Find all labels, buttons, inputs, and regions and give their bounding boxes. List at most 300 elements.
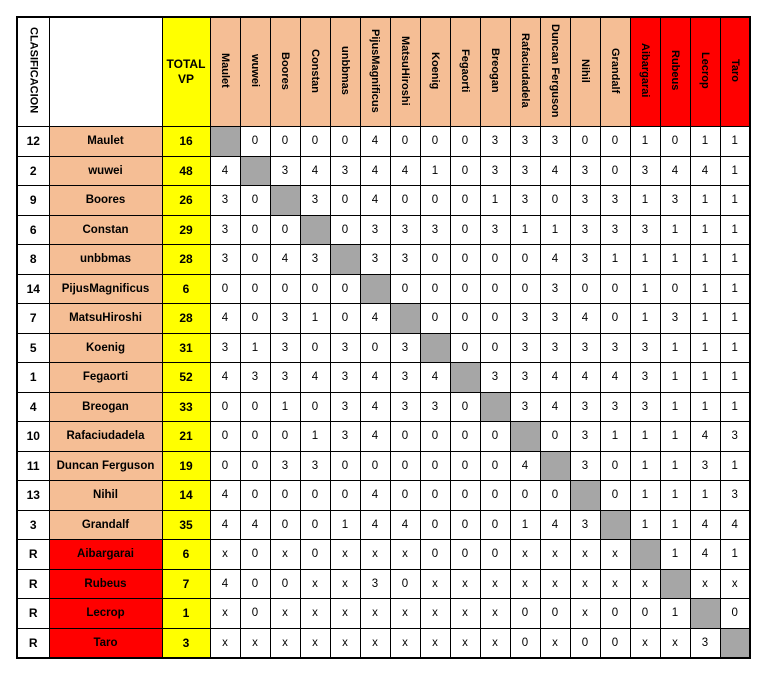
total-vp-cell: 16 (162, 127, 210, 157)
total-vp-cell: 19 (162, 451, 210, 481)
result-cell: 0 (420, 510, 450, 540)
result-cell: 0 (300, 274, 330, 304)
result-cell: 3 (360, 245, 390, 275)
rank-cell: 11 (17, 451, 49, 481)
self-match-cell (420, 333, 450, 363)
player-name-cell: Rubeus (49, 569, 162, 599)
result-cell: 0 (420, 481, 450, 511)
column-header-breogan (480, 17, 510, 127)
result-cell: 3 (570, 451, 600, 481)
result-cell: 3 (480, 127, 510, 157)
result-cell: 0 (240, 451, 270, 481)
result-cell: 3 (330, 333, 360, 363)
result-cell: 1 (630, 481, 660, 511)
result-cell: 3 (570, 245, 600, 275)
column-header-fegaorti (450, 17, 480, 127)
column-header-pijusmagnificus (360, 17, 390, 127)
result-cell: 3 (270, 156, 300, 186)
result-cell: 0 (510, 628, 540, 658)
result-cell: 0 (450, 215, 480, 245)
total-vp-header (162, 17, 210, 127)
total-header-line1: TOTAL (166, 57, 206, 71)
self-match-cell (540, 451, 570, 481)
total-vp-cell: 28 (162, 245, 210, 275)
result-cell: 0 (480, 510, 510, 540)
ranking-header-label: CLASIFICACION (27, 27, 40, 114)
self-match-cell (630, 540, 660, 570)
self-match-cell (600, 510, 630, 540)
self-match-cell (240, 156, 270, 186)
result-cell: 0 (390, 451, 420, 481)
result-cell: 1 (630, 245, 660, 275)
self-match-cell (570, 481, 600, 511)
result-cell: x (300, 599, 330, 629)
result-cell: 0 (450, 451, 480, 481)
result-cell: 4 (210, 569, 240, 599)
rank-cell: R (17, 628, 49, 658)
result-cell: 4 (600, 363, 630, 393)
result-cell: x (210, 628, 240, 658)
result-cell: 0 (330, 186, 360, 216)
total-vp-cell: 14 (162, 481, 210, 511)
result-cell: 1 (720, 186, 750, 216)
column-header-label: wuwei (249, 53, 261, 87)
result-cell: 0 (420, 186, 450, 216)
result-cell: 0 (570, 127, 600, 157)
result-cell: 3 (540, 333, 570, 363)
result-cell: 0 (450, 127, 480, 157)
result-cell: 0 (480, 451, 510, 481)
result-cell: 0 (480, 333, 510, 363)
table-row (17, 245, 750, 275)
result-cell: x (360, 628, 390, 658)
result-cell: 0 (210, 422, 240, 452)
result-cell: 4 (210, 481, 240, 511)
result-cell: 3 (300, 245, 330, 275)
result-cell: 1 (690, 333, 720, 363)
result-cell: 3 (480, 215, 510, 245)
result-cell: 3 (600, 333, 630, 363)
result-cell: 3 (630, 363, 660, 393)
result-cell: 3 (300, 451, 330, 481)
result-cell: 3 (630, 215, 660, 245)
rank-cell: 6 (17, 215, 49, 245)
result-cell: 1 (720, 127, 750, 157)
self-match-cell (510, 422, 540, 452)
result-cell: 4 (540, 510, 570, 540)
result-cell: 3 (330, 392, 360, 422)
result-cell: 0 (300, 127, 330, 157)
table-row (17, 333, 750, 363)
column-header-label: Breogan (489, 48, 501, 93)
result-cell: 4 (720, 510, 750, 540)
result-cell: 0 (360, 333, 390, 363)
table-row (17, 392, 750, 422)
result-cell: 0 (390, 127, 420, 157)
result-cell: 0 (420, 127, 450, 157)
result-cell: 0 (420, 422, 450, 452)
result-cell: 0 (270, 422, 300, 452)
result-cell: 3 (690, 451, 720, 481)
result-cell: 4 (660, 156, 690, 186)
result-cell: x (360, 599, 390, 629)
rank-cell: R (17, 540, 49, 570)
rank-cell: R (17, 569, 49, 599)
rank-cell: 9 (17, 186, 49, 216)
standings-table (16, 16, 751, 659)
result-cell: 1 (690, 304, 720, 334)
table-body (17, 127, 750, 659)
result-cell: 0 (480, 481, 510, 511)
result-cell: 4 (210, 363, 240, 393)
result-cell: 0 (480, 540, 510, 570)
result-cell: 0 (450, 510, 480, 540)
result-cell: 1 (630, 422, 660, 452)
result-cell: 0 (450, 245, 480, 275)
player-name-cell: Grandalf (49, 510, 162, 540)
result-cell: 3 (480, 363, 510, 393)
result-cell: 0 (240, 569, 270, 599)
result-cell: x (210, 599, 240, 629)
total-vp-cell: 28 (162, 304, 210, 334)
result-cell: 0 (390, 186, 420, 216)
column-header-wuwei (240, 17, 270, 127)
table-row (17, 540, 750, 570)
result-cell: 3 (690, 628, 720, 658)
result-cell: 1 (630, 127, 660, 157)
result-cell: 3 (510, 127, 540, 157)
result-cell: 0 (420, 304, 450, 334)
result-cell: 3 (600, 186, 630, 216)
column-header-duncan-ferguson (540, 17, 570, 127)
result-cell: 0 (450, 422, 480, 452)
result-cell: 3 (300, 186, 330, 216)
result-cell: 1 (630, 304, 660, 334)
result-cell: 0 (330, 451, 360, 481)
result-cell: 4 (570, 304, 600, 334)
result-cell: 0 (540, 481, 570, 511)
result-cell: x (630, 628, 660, 658)
result-cell: x (330, 569, 360, 599)
column-header-label: Rafaciudadela (519, 33, 531, 108)
player-name-cell: unbbmas (49, 245, 162, 275)
result-cell: 1 (600, 422, 630, 452)
result-cell: 3 (240, 363, 270, 393)
column-header-label: Maulet (219, 53, 231, 88)
player-name-cell: Maulet (49, 127, 162, 157)
result-cell: 3 (540, 127, 570, 157)
result-cell: 3 (360, 569, 390, 599)
result-cell: 0 (540, 186, 570, 216)
result-cell: 1 (660, 599, 690, 629)
result-cell: 3 (330, 363, 360, 393)
column-header-koenig (420, 17, 450, 127)
result-cell: 4 (360, 156, 390, 186)
result-cell: 0 (480, 274, 510, 304)
column-header-nihil (570, 17, 600, 127)
column-header-label: Rubeus (669, 50, 681, 91)
result-cell: 3 (420, 392, 450, 422)
result-cell: 3 (210, 215, 240, 245)
result-cell: 0 (600, 304, 630, 334)
result-cell: x (420, 599, 450, 629)
result-cell: 0 (210, 392, 240, 422)
result-cell: 0 (600, 451, 630, 481)
player-name-cell: Boores (49, 186, 162, 216)
result-cell: 3 (570, 422, 600, 452)
result-cell: 3 (630, 156, 660, 186)
result-cell: 0 (240, 540, 270, 570)
result-cell: 1 (240, 333, 270, 363)
result-cell: 3 (540, 304, 570, 334)
result-cell: 3 (270, 333, 300, 363)
result-cell: 0 (420, 245, 450, 275)
result-cell: 0 (240, 127, 270, 157)
result-cell: 3 (510, 363, 540, 393)
player-name-cell: Nihil (49, 481, 162, 511)
total-header-line2: VP (177, 72, 194, 86)
column-header-label: Constan (309, 48, 321, 93)
result-cell: 0 (570, 628, 600, 658)
result-cell: 0 (240, 599, 270, 629)
result-cell: x (540, 540, 570, 570)
result-cell: 4 (570, 363, 600, 393)
result-cell: x (390, 540, 420, 570)
result-cell: 0 (210, 274, 240, 304)
player-name-cell: Breogan (49, 392, 162, 422)
result-cell: x (300, 569, 330, 599)
result-cell: 1 (660, 215, 690, 245)
result-cell: x (240, 628, 270, 658)
table-row (17, 363, 750, 393)
result-cell: 3 (720, 481, 750, 511)
total-vp-cell: 3 (162, 628, 210, 658)
total-vp-cell: 7 (162, 569, 210, 599)
result-cell: 0 (240, 274, 270, 304)
result-cell: 0 (330, 215, 360, 245)
result-cell: 1 (660, 363, 690, 393)
result-cell: 1 (690, 245, 720, 275)
table-row (17, 215, 750, 245)
result-cell: 3 (660, 304, 690, 334)
result-cell: 0 (600, 127, 630, 157)
result-cell: x (210, 540, 240, 570)
result-cell: 1 (690, 215, 720, 245)
result-cell: 1 (660, 510, 690, 540)
result-cell: 0 (390, 481, 420, 511)
result-cell: x (510, 569, 540, 599)
column-header-label: Koenig (429, 51, 441, 90)
result-cell: 3 (570, 186, 600, 216)
result-cell: x (300, 628, 330, 658)
total-vp-cell: 6 (162, 274, 210, 304)
result-cell: 0 (330, 304, 360, 334)
result-cell: 3 (570, 215, 600, 245)
result-cell: 0 (270, 215, 300, 245)
result-cell: 0 (420, 451, 450, 481)
result-cell: x (270, 540, 300, 570)
result-cell: 0 (360, 451, 390, 481)
self-match-cell (660, 569, 690, 599)
result-cell: 0 (240, 392, 270, 422)
result-cell: 3 (390, 333, 420, 363)
result-cell: 0 (540, 599, 570, 629)
result-cell: 3 (390, 215, 420, 245)
result-cell: 4 (360, 481, 390, 511)
table-row (17, 628, 750, 658)
result-cell: 3 (330, 422, 360, 452)
result-cell: 1 (690, 274, 720, 304)
column-header-label: Aibargarai (639, 43, 651, 98)
result-cell: 0 (450, 304, 480, 334)
table-row (17, 156, 750, 186)
result-cell: 1 (720, 540, 750, 570)
column-header-grandalf (600, 17, 630, 127)
self-match-cell (270, 186, 300, 216)
column-header-label: Duncan Ferguson (549, 23, 561, 118)
result-cell: x (480, 569, 510, 599)
column-header-aibargarai (630, 17, 660, 127)
rank-cell: 5 (17, 333, 49, 363)
result-cell: 4 (690, 540, 720, 570)
result-cell: 3 (540, 274, 570, 304)
result-cell: 1 (720, 156, 750, 186)
result-cell: 0 (450, 274, 480, 304)
result-cell: 1 (510, 510, 540, 540)
result-cell: 1 (690, 392, 720, 422)
result-cell: 3 (510, 156, 540, 186)
result-cell: 0 (720, 599, 750, 629)
result-cell: 1 (510, 215, 540, 245)
table-row (17, 422, 750, 452)
self-match-cell (330, 245, 360, 275)
result-cell: 1 (720, 333, 750, 363)
result-cell: 1 (720, 363, 750, 393)
total-vp-cell: 26 (162, 186, 210, 216)
result-cell: 0 (450, 481, 480, 511)
result-cell: 0 (270, 481, 300, 511)
result-cell: 4 (690, 422, 720, 452)
player-name-cell: Aibargarai (49, 540, 162, 570)
result-cell: 0 (630, 599, 660, 629)
column-header-label: MatsuHiroshi (399, 35, 411, 106)
result-cell: 3 (570, 510, 600, 540)
result-cell: 4 (540, 363, 570, 393)
result-cell: 0 (570, 274, 600, 304)
rank-cell: R (17, 599, 49, 629)
column-header-label: Nihil (579, 58, 591, 83)
result-cell: 0 (240, 245, 270, 275)
result-cell: 0 (480, 304, 510, 334)
player-name-cell: Constan (49, 215, 162, 245)
result-cell: 3 (330, 156, 360, 186)
result-cell: 0 (330, 127, 360, 157)
column-header-label: Lecrop (699, 52, 711, 89)
table-row (17, 304, 750, 334)
result-cell: 0 (510, 274, 540, 304)
self-match-cell (390, 304, 420, 334)
result-cell: 0 (240, 481, 270, 511)
result-cell: x (570, 540, 600, 570)
result-cell: 0 (390, 422, 420, 452)
result-cell: 1 (690, 186, 720, 216)
result-cell: 3 (390, 363, 420, 393)
column-header-constan (300, 17, 330, 127)
result-cell: 0 (600, 481, 630, 511)
table-row (17, 127, 750, 157)
column-header-lecrop (690, 17, 720, 127)
total-vp-cell: 31 (162, 333, 210, 363)
result-cell: x (330, 540, 360, 570)
self-match-cell (360, 274, 390, 304)
result-cell: 3 (600, 392, 630, 422)
result-cell: 0 (240, 304, 270, 334)
result-cell: 3 (510, 392, 540, 422)
self-match-cell (300, 215, 330, 245)
result-cell: 0 (450, 186, 480, 216)
result-cell: 1 (660, 245, 690, 275)
result-cell: x (420, 569, 450, 599)
result-cell: 0 (660, 127, 690, 157)
result-cell: 0 (270, 127, 300, 157)
result-cell: 0 (270, 569, 300, 599)
result-cell: 4 (360, 392, 390, 422)
result-cell: 3 (570, 392, 600, 422)
result-cell: 0 (450, 156, 480, 186)
column-header-label: Grandalf (609, 47, 621, 94)
result-cell: 1 (300, 422, 330, 452)
table-row (17, 569, 750, 599)
column-header-label: Taro (728, 58, 741, 83)
rank-cell: 8 (17, 245, 49, 275)
column-header-label: unbbmas (339, 46, 351, 95)
result-cell: 0 (420, 274, 450, 304)
result-cell: 0 (600, 628, 630, 658)
result-cell: 0 (480, 245, 510, 275)
total-vp-cell: 52 (162, 363, 210, 393)
result-cell: 0 (330, 481, 360, 511)
result-cell: 1 (660, 451, 690, 481)
result-cell: 0 (390, 569, 420, 599)
result-cell: 1 (540, 215, 570, 245)
result-cell: x (330, 628, 360, 658)
rank-cell: 14 (17, 274, 49, 304)
player-name-cell: Rafaciudadela (49, 422, 162, 452)
result-cell: x (570, 599, 600, 629)
result-cell: 1 (720, 245, 750, 275)
result-cell: 3 (510, 186, 540, 216)
result-cell: x (540, 569, 570, 599)
result-cell: x (270, 628, 300, 658)
result-cell: 3 (390, 245, 420, 275)
result-cell: 1 (720, 392, 750, 422)
rank-cell: 3 (17, 510, 49, 540)
player-name-cell: PijusMagnificus (49, 274, 162, 304)
result-cell: 1 (600, 245, 630, 275)
result-cell: 1 (630, 451, 660, 481)
result-cell: 0 (600, 274, 630, 304)
result-cell: 4 (360, 127, 390, 157)
result-cell: 1 (660, 333, 690, 363)
result-cell: 1 (630, 510, 660, 540)
self-match-cell (450, 363, 480, 393)
result-cell: 4 (540, 156, 570, 186)
self-match-cell (720, 628, 750, 658)
result-cell: 0 (330, 274, 360, 304)
result-cell: x (330, 599, 360, 629)
result-cell: 0 (540, 422, 570, 452)
result-cell: x (660, 628, 690, 658)
